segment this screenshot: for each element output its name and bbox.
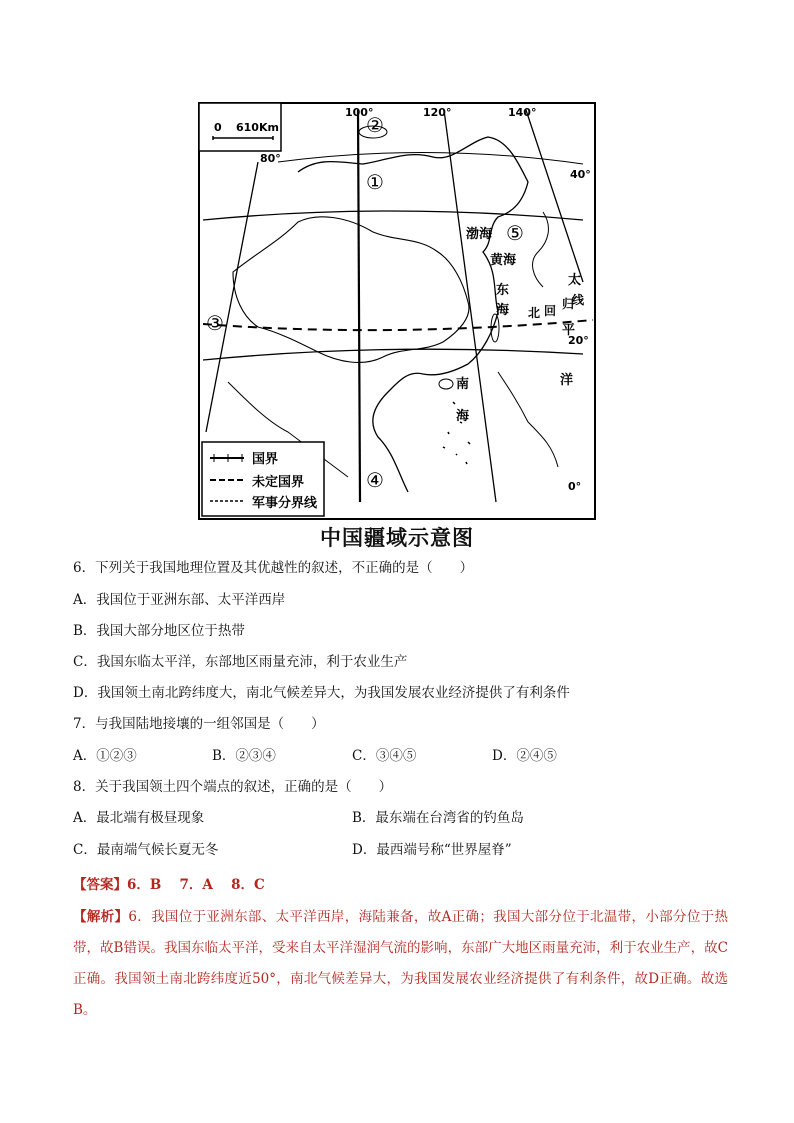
question-8-option-a: A．最北端有极昼现象 [73,810,205,826]
label-tropic-3: 归 [562,297,575,311]
label-lat-0: 0° [568,480,582,493]
analysis-paragraph [73,902,728,1026]
question-7-option-d: D．②④⑤ [492,748,557,764]
legend-military-label: 军事分界线 [252,496,318,511]
scale-label: 610Km [236,121,279,134]
question-6-option-c: C．我国东临太平洋，东部地区雨量充沛，利于农业生产 [73,654,408,670]
question-7-option-a: A．①②③ [73,748,137,764]
question-7-option-c: C．③④⑤ [352,748,417,764]
answer-line [73,873,265,893]
analysis-text: 6．我国位于亚洲东部、太平洋西岸，海陆兼备，故A正确；我国大部分位于北温带，小部分位于热带，故B错误。我国东临太平洋，受来自太平洋湿润气流的影响，东部广大地区雨量充沛，利于农业生产，故C正确。我国领土南北跨纬度近50°，南北气候差异大，为我国发展农业经济提供了有利条件，故D正确。故选B。 [73,909,729,1018]
label-donghai-1: 东 [496,283,510,298]
label-huanghai: 黄海 [490,253,517,268]
label-lat-40: 40° [570,168,591,181]
question-8-option-b: B．最东端在台湾省的钓鱼岛 [352,810,524,826]
label-tropic-4: 线 [572,293,585,307]
label-nanhai-2: 海 [456,409,470,424]
question-8-stem: 8．关于我国领土四个端点的叙述，正确的是（ ） [73,779,393,795]
label-nanhai-1: 南 [456,377,470,392]
question-8-option-d: D．最西端号称“世界屋脊” [352,842,512,858]
scale-zero: 0 [214,121,222,134]
marker-5: ⑤ [506,221,524,245]
legend-border-label: 国界 [252,452,279,467]
question-8-option-c: C．最南端气候长夏无冬 [73,842,219,858]
question-6-option-a: A．我国位于亚洲东部、太平洋西岸 [73,592,286,608]
label-pacific-1: 太 [568,273,582,288]
china-territory-map [198,102,596,522]
label-pacific-2: 平 [562,323,576,338]
marker-2: ② [366,113,384,137]
label-tropic-1: 北 [528,306,541,320]
label-lon-140: 140° [508,106,537,119]
question-7-option-b: B．②③④ [212,748,276,764]
answer-tag: 【答案】 [73,877,127,893]
label-tropic-2: 回 [544,304,557,318]
legend-undetermined-label: 未定国界 [252,475,305,490]
marker-4: ④ [366,468,384,492]
label-lon-120: 120° [423,106,452,119]
label-lat-20: 20° [568,334,589,347]
marker-1: ① [366,170,384,194]
question-7-stem: 7．与我国陆地接壤的一组邻国是（ ） [73,716,325,732]
question-6-stem: 6．下列关于我国地理位置及其优越性的叙述，不正确的是（ ） [73,560,474,576]
label-lon-100: 100° [345,106,374,119]
label-donghai-2: 海 [496,303,510,318]
map-caption: 中国疆域示意图 [320,526,474,550]
analysis-tag: 【解析】 [73,909,129,925]
question-6-option-b: B．我国大部分地区位于热带 [73,623,245,639]
label-bohai: 渤海 [466,227,493,242]
question-6-option-d: D．我国领土南北跨纬度大，南北气候差异大，为我国发展农业经济提供了有利条件 [73,685,570,701]
label-lon-80: 80° [260,152,281,165]
label-pacific-3: 洋 [560,373,574,388]
answer-text: 6．B 7．A 8．C [127,877,265,893]
marker-3: ③ [206,311,224,335]
